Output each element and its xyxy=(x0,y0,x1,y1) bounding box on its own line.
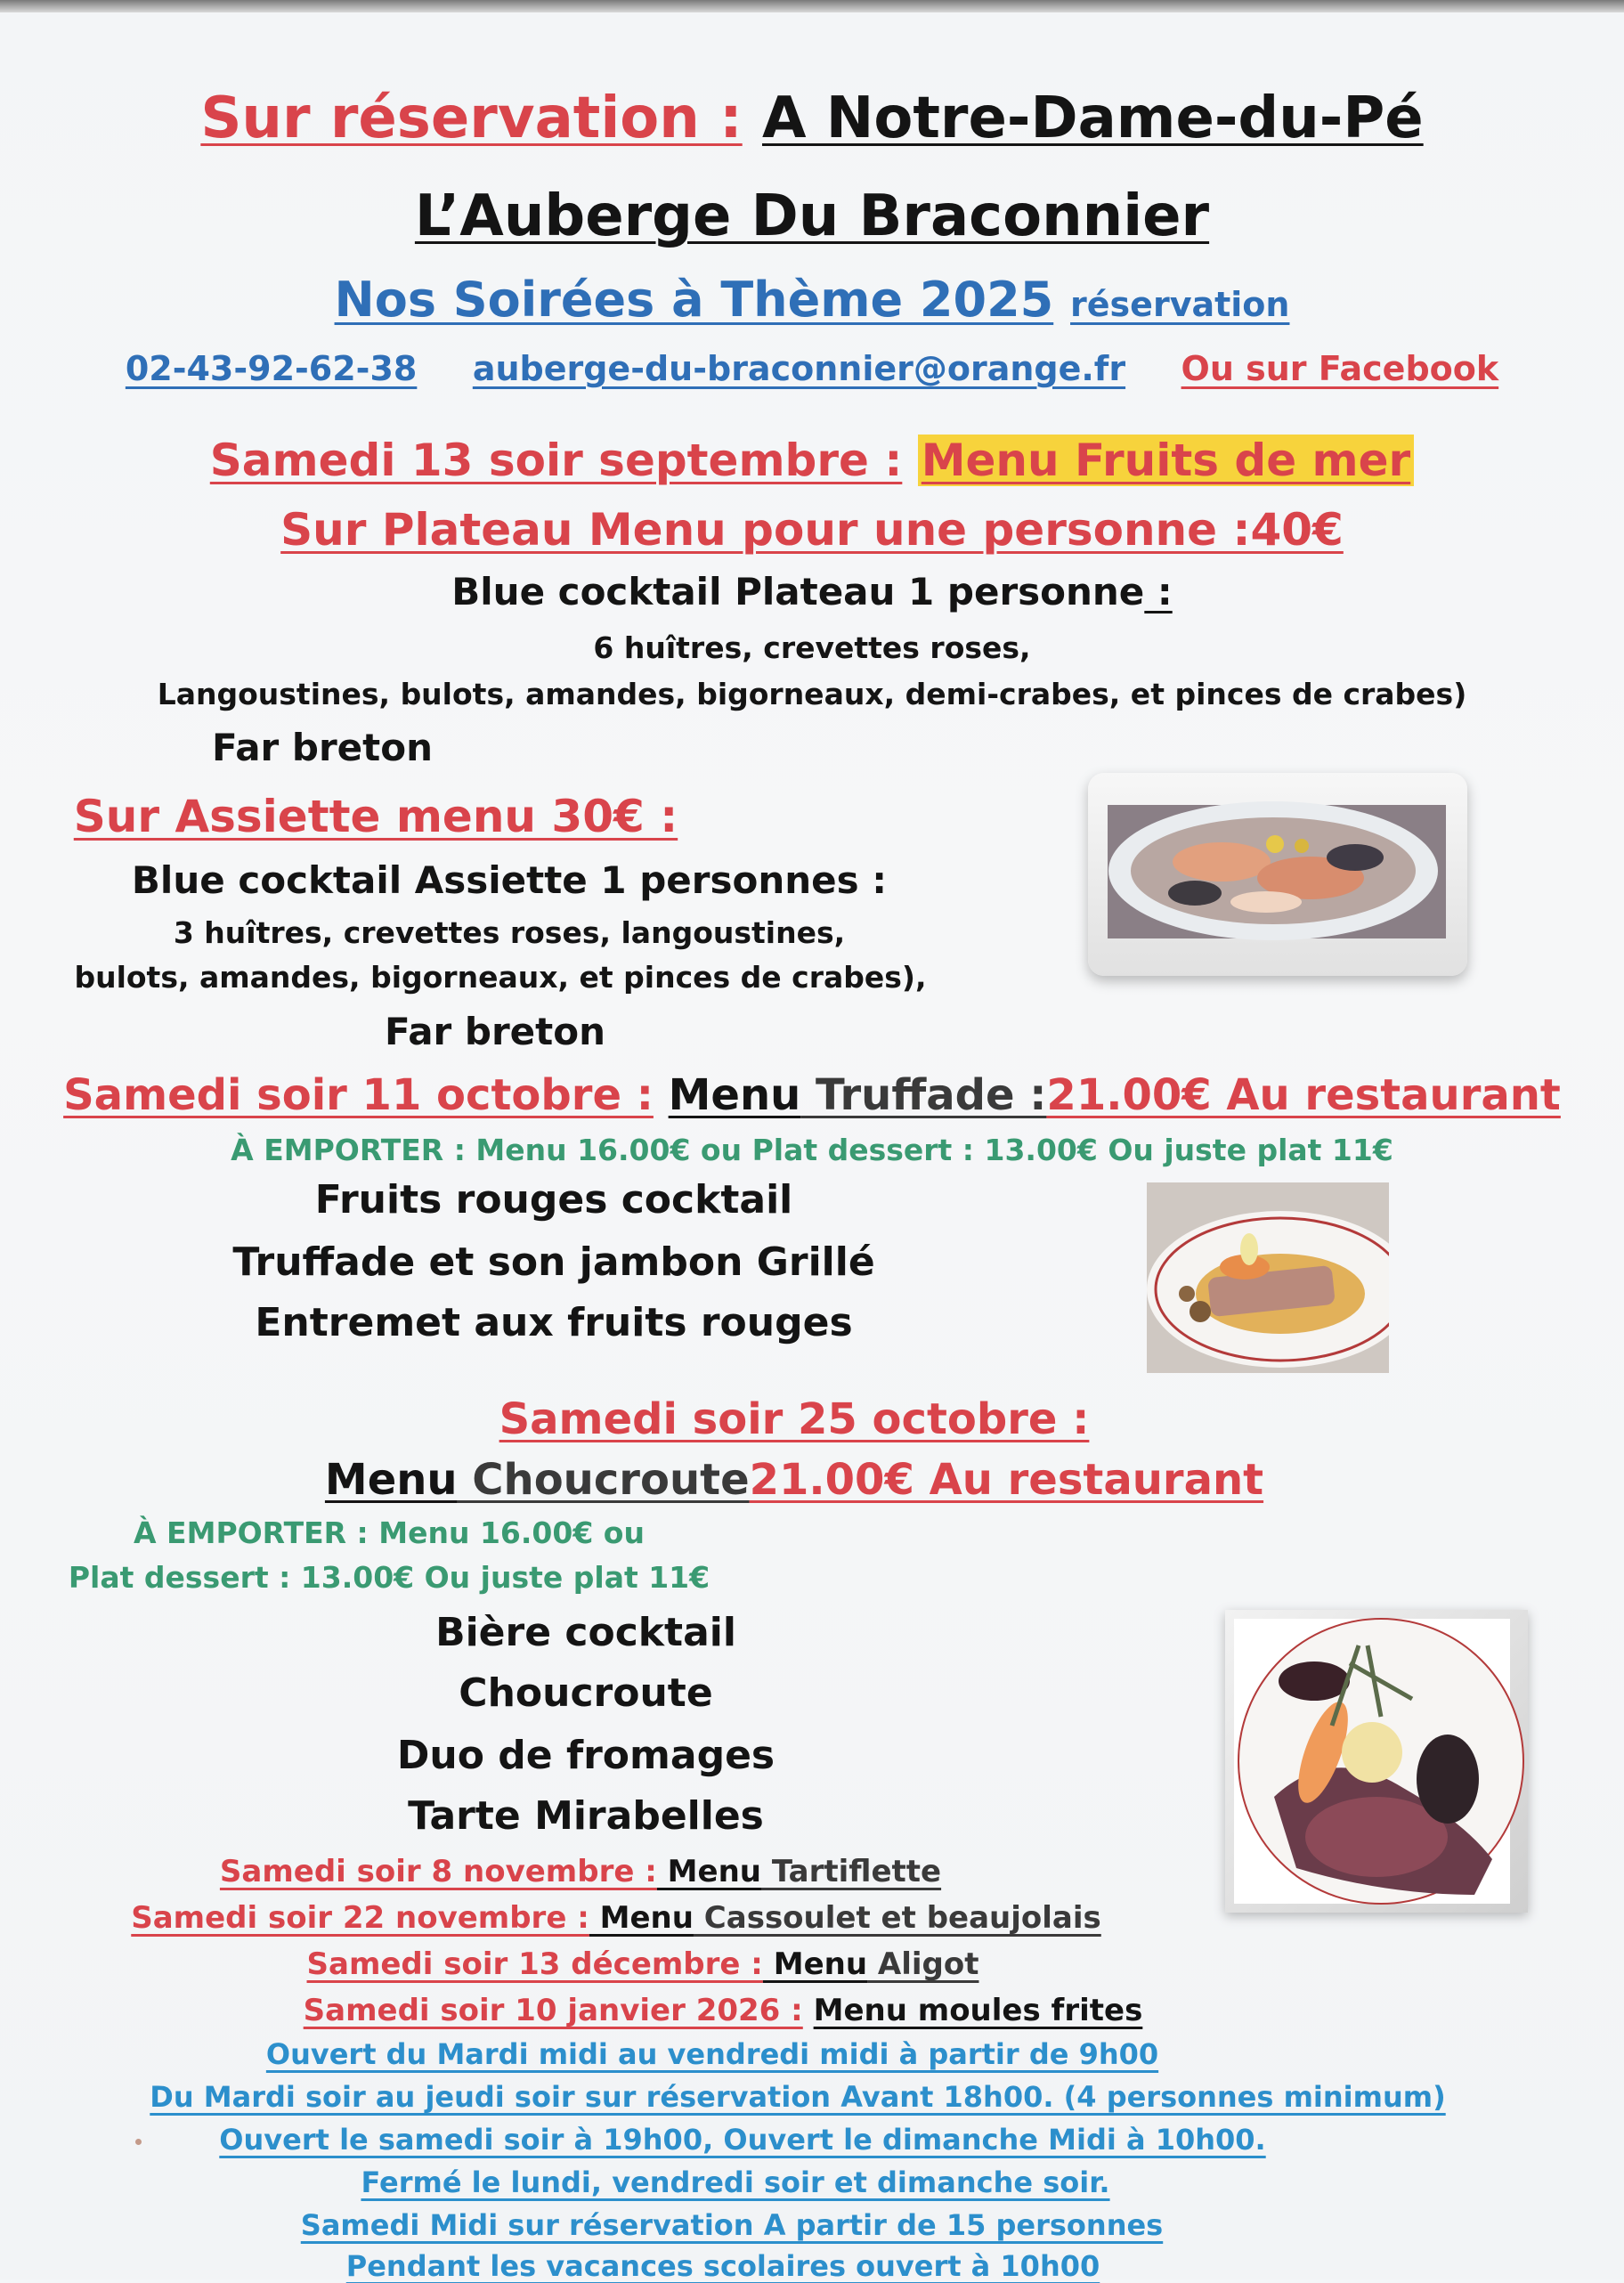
email-link[interactable]: auberge-du-braconnier@orange.fr xyxy=(472,349,1126,388)
other-event-2-menu-name: Cassoulet et beaujolais xyxy=(693,1900,1101,1936)
event1-assiette-title-line xyxy=(0,791,1188,842)
event1-menu: Menu Fruits de mer xyxy=(918,435,1414,486)
other-event-1-date: Samedi soir 8 novembre : xyxy=(219,1854,657,1889)
event3-takeaway-2: Plat dessert : 13.00€ Ou juste plat 11€ xyxy=(68,1560,710,1595)
event2-course-2: Truffade et son jambon Grillé xyxy=(232,1239,875,1285)
hours-text-3: Ouvert le samedi soir à 19h00, Ouvert le dimanche Midi à 10h00. xyxy=(219,2123,1266,2157)
event3-takeaway-1: À EMPORTER : Menu 16.00€ ou xyxy=(134,1515,645,1550)
hours-line-1 xyxy=(0,2037,1524,2071)
hours-line-6 xyxy=(0,2249,1535,2283)
other-event-3-menu-label: Menu xyxy=(762,1946,868,1982)
hours-text-5: Samedi Midi sur réservation A partir de 15 personnes xyxy=(300,2208,1164,2242)
subtitle: Nos Soirées à Thème 2025 xyxy=(334,272,1054,328)
other-event-1-menu-name: Tartiflette xyxy=(760,1854,942,1889)
other-event-3-date: Samedi soir 13 décembre : xyxy=(306,1946,763,1982)
other-event-2 xyxy=(0,1900,1428,1936)
event1-plateau-title-line xyxy=(0,504,1624,556)
event3-date: Samedi soir 25 octobre : xyxy=(499,1394,1090,1444)
event1-plateau-line3: Langoustines, bulots, amandes, bigorneaux, demi-crabes, et pinces de crabes) xyxy=(157,677,1467,711)
event2-menu-name: Truffade : xyxy=(800,1070,1047,1120)
other-event-1 xyxy=(0,1854,1393,1889)
subtitle-line xyxy=(0,272,1624,328)
event2-title-line xyxy=(0,1070,1624,1120)
event1-plateau-colon: : xyxy=(1144,570,1173,613)
restaurant-name-line xyxy=(0,183,1624,249)
reservation-label: Sur réservation : xyxy=(200,85,743,151)
event2-date: Samedi soir 11 octobre : xyxy=(63,1070,654,1120)
event1-plateau-line1 xyxy=(0,570,1624,613)
seafood-platter-photo xyxy=(1088,773,1467,976)
hours-line-4 xyxy=(0,2165,1547,2199)
facebook-link[interactable]: Ou sur Facebook xyxy=(1181,349,1499,388)
event1-plateau-title: Sur Plateau Menu pour une personne :40€ xyxy=(280,504,1344,556)
other-event-4-date: Samedi soir 10 janvier 2026 : xyxy=(303,1993,803,2028)
contact-line xyxy=(0,349,1624,388)
hours-text-6: Pendant les vacances scolaires ouvert à 10h00 xyxy=(345,2249,1100,2283)
event3-course-2: Choucroute xyxy=(459,1670,713,1716)
hours-text-2: Du Mardi soir au jeudi soir sur réservation Avant 18h00. (4 personnes minimum) xyxy=(150,2080,1446,2114)
event1-date: Samedi 13 soir septembre : xyxy=(209,435,903,486)
event3-course-1: Bière cocktail xyxy=(435,1610,736,1655)
event1-assiette-title: Sur Assiette menu 30€ : xyxy=(73,791,678,842)
truffade-photo xyxy=(1147,1182,1389,1373)
event3-menu-line xyxy=(0,1455,1606,1505)
event2-price: 21.00€ Au restaurant xyxy=(1046,1070,1561,1120)
event2-takeaway: À EMPORTER : Menu 16.00€ ou Plat dessert : 13.00€ Ou juste plat 11€ xyxy=(231,1133,1393,1167)
event1-plateau-line2: 6 huîtres, crevettes roses, xyxy=(593,630,1031,665)
header-line-1 xyxy=(0,85,1624,151)
scan-speck xyxy=(135,2139,142,2145)
event1-plateau-item: Blue cocktail Plateau 1 personne xyxy=(451,570,1145,613)
other-event-2-menu-label: Menu xyxy=(589,1900,694,1936)
event3-course-3: Duo de fromages xyxy=(396,1733,775,1778)
hours-text-4: Fermé le lundi, vendredi soir et dimanche soir. xyxy=(361,2165,1110,2199)
event2-course-1: Fruits rouges cocktail xyxy=(314,1177,793,1223)
other-event-4 xyxy=(0,1993,1535,2028)
other-event-2-date: Samedi soir 22 novembre : xyxy=(131,1900,589,1936)
scan-edge xyxy=(0,0,1624,12)
hours-line-5 xyxy=(0,2208,1544,2242)
event1-title-line xyxy=(0,435,1624,486)
event1-plateau-dessert: Far breton xyxy=(211,726,433,769)
event3-menu-name: Choucroute xyxy=(457,1455,750,1505)
event3-price: 21.00€ Au restaurant xyxy=(749,1455,1264,1505)
other-event-4-menu-label: Menu moules frites xyxy=(813,1993,1143,2028)
other-event-1-menu-label: Menu xyxy=(656,1854,761,1889)
phone-number[interactable]: 02-43-92-62-38 xyxy=(125,349,418,388)
event3-title-line xyxy=(0,1394,1606,1444)
location: A Notre-Dame-du-Pé xyxy=(761,85,1424,151)
other-event-3-menu-name: Aligot xyxy=(867,1946,979,1982)
subtitle-reservation: réservation xyxy=(1070,285,1290,324)
event2-menu-label: Menu xyxy=(668,1070,801,1120)
event1-assiette-line1: Blue cocktail Assiette 1 personnes : xyxy=(131,858,888,902)
event3-menu-label: Menu xyxy=(324,1455,458,1505)
event3-course-4: Tarte Mirabelles xyxy=(408,1793,764,1839)
restaurant-name: L’Auberge Du Braconnier xyxy=(414,183,1210,249)
event1-assiette-line2: 3 huîtres, crevettes roses, langoustines, xyxy=(173,915,846,950)
hours-text-1: Ouvert du Mardi midi au vendredi midi à partir de 9h00 xyxy=(265,2037,1159,2071)
event2-course-3: Entremet aux fruits rouges xyxy=(255,1300,853,1345)
hours-line-2 xyxy=(0,2080,1610,2114)
event1-assiette-line3: bulots, amandes, bigorneaux, et pinces de crabes), xyxy=(74,960,927,995)
other-event-3 xyxy=(0,1946,1455,1982)
event1-assiette-dessert: Far breton xyxy=(384,1010,605,1053)
hours-line-3 xyxy=(0,2123,1555,2157)
